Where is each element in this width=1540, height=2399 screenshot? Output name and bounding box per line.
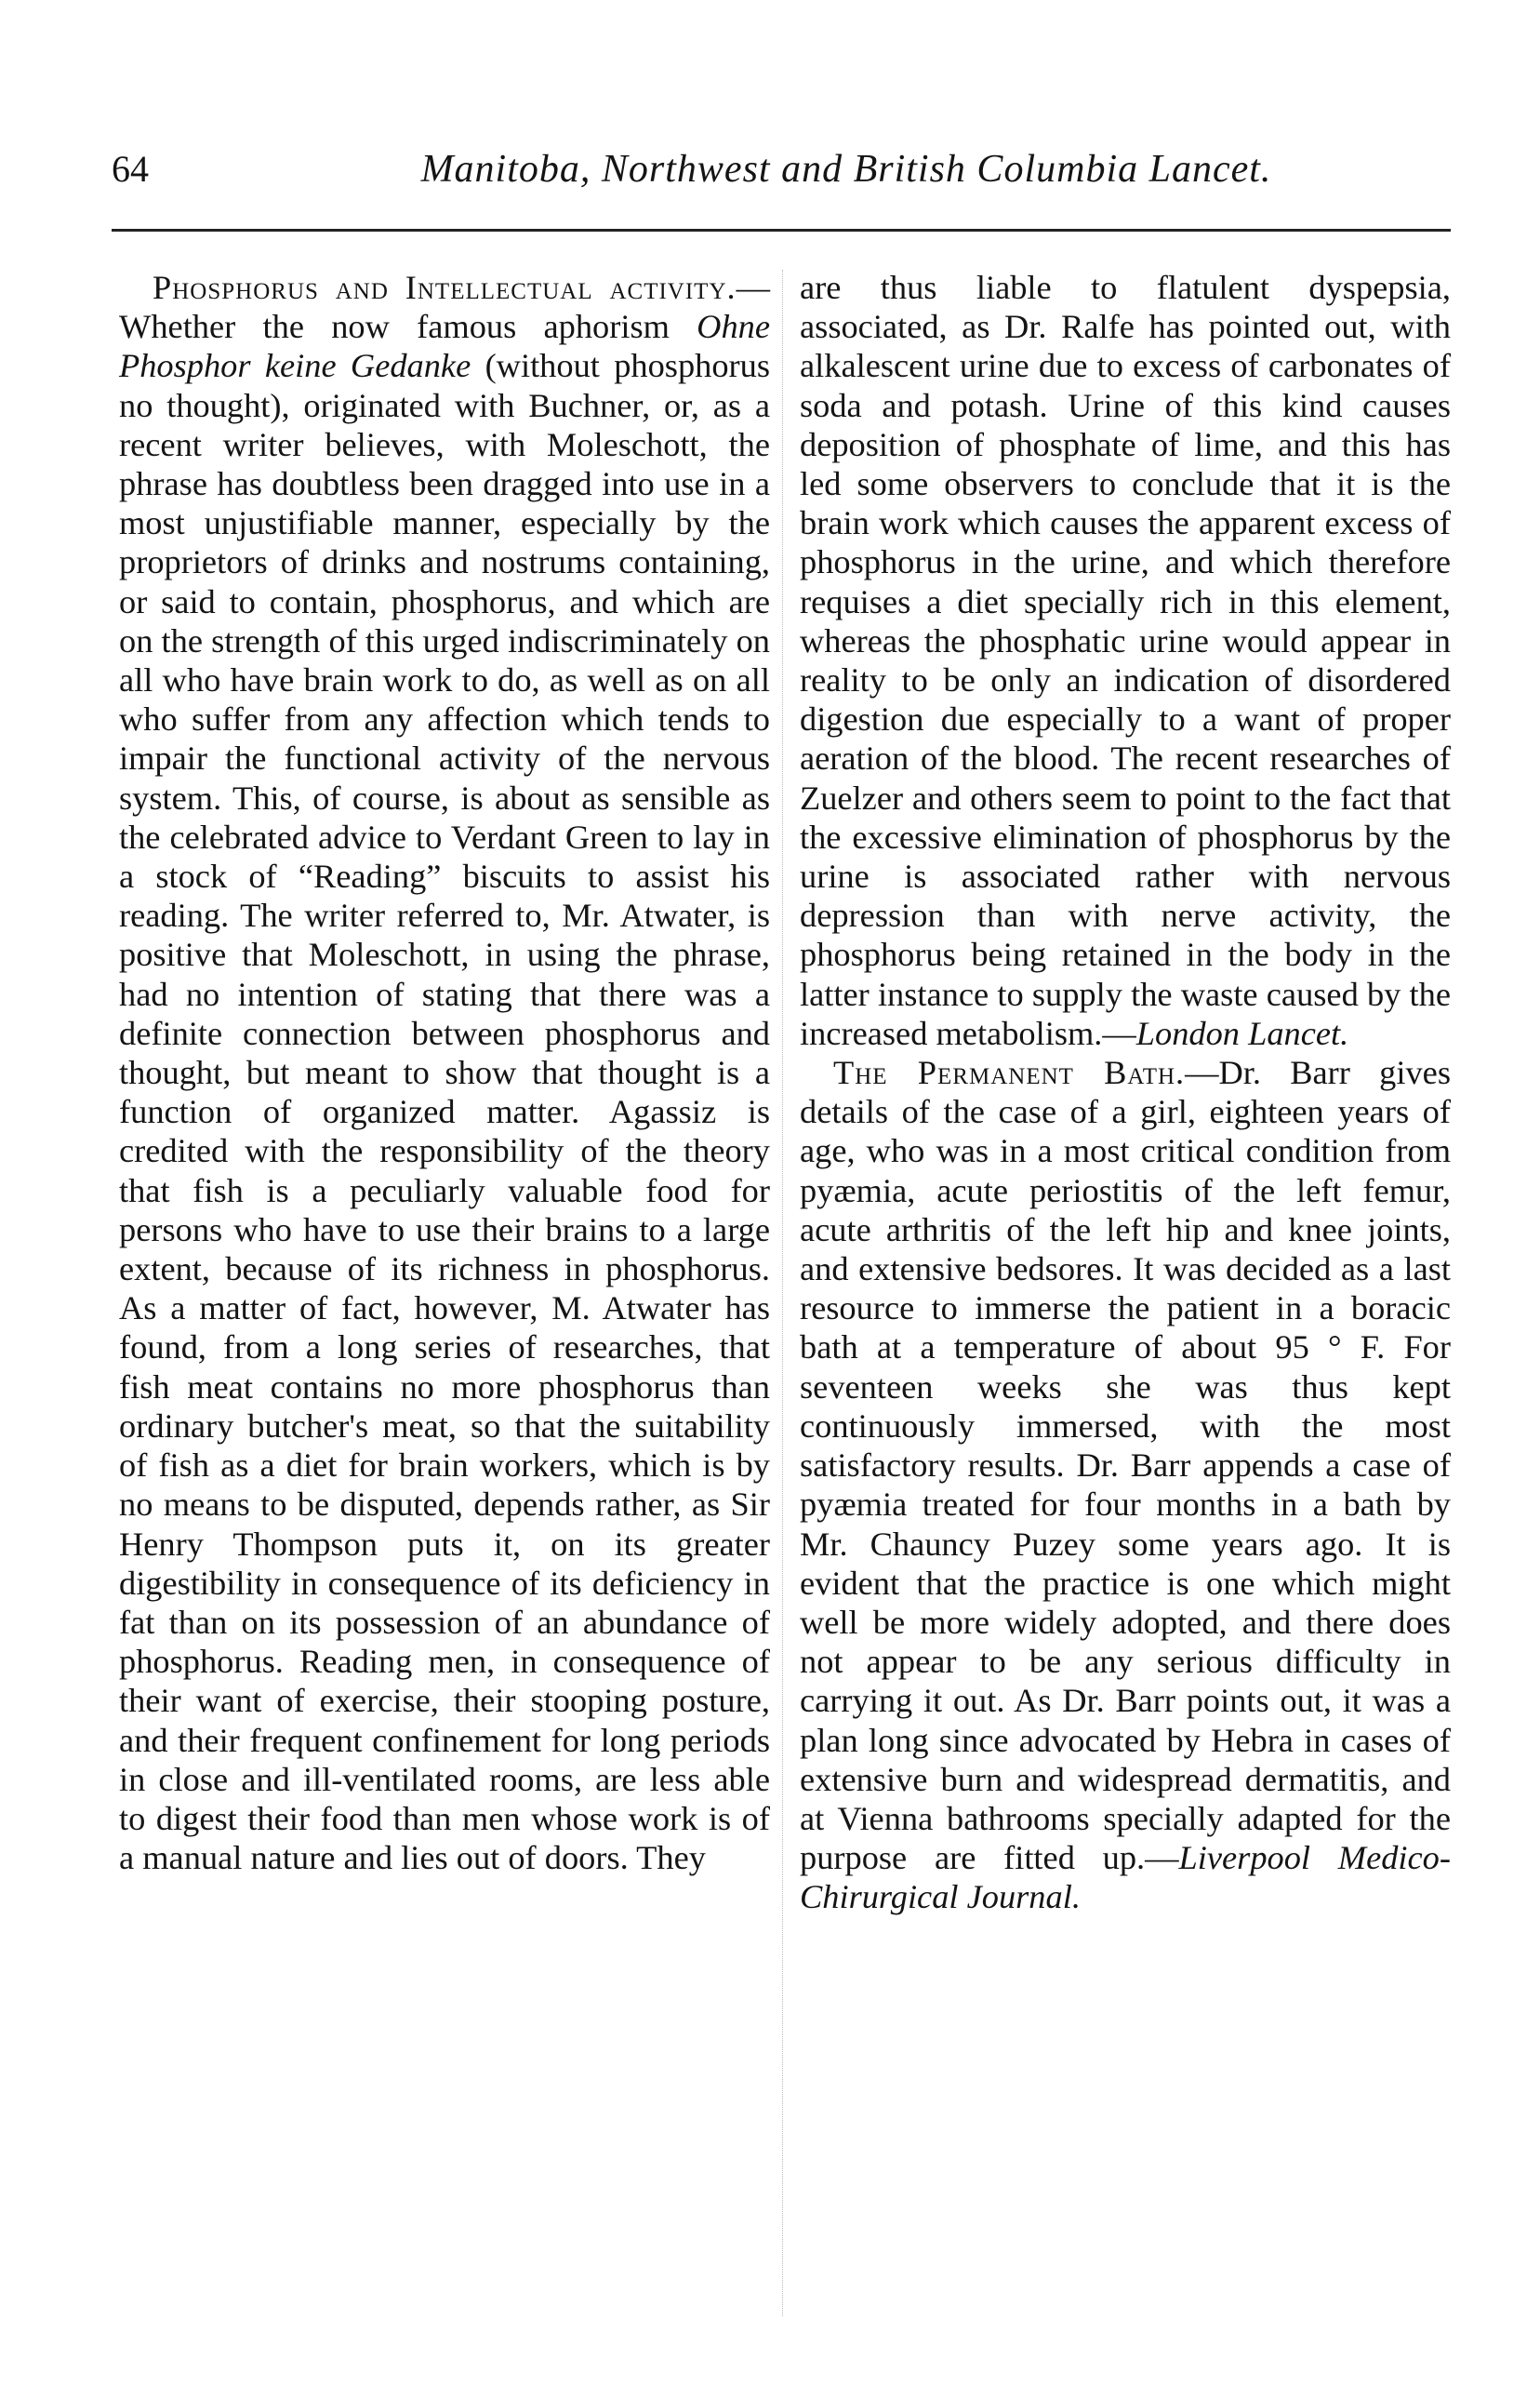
source-citation-liverpool: Liverpool Medico-Chirurgical Journal. <box>800 1839 1451 1916</box>
article-body-continued: are thus liable to flatulent dyspepsia, associated, as Dr. Ralfe has pointed out, with alkalescent urine due to excess of carbonates of soda and potash. Urine of this kind causes deposition of phosphate of lime, and this has led some observers to conclude that it is the brain work which causes the apparent excess of phosphorus in the urine, and which therefore requises a diet specially rich in this element, whereas the phosphatic urine would appear in reality to be only an indication of disordered digestion due especially to a want of proper aeration of the blood. The recent researches of Zuelzer and others seem to point to the fact that the excessive elimination of phosphorus by the urine is associated rather with nervous depression than with nerve activity, the phosphorus being retained in the body in the latter instance to supply the waste caused by the increased metabolism.— <box>800 269 1451 1052</box>
source-citation-lancet: London Lancet. <box>1135 1014 1349 1052</box>
page-number: 64 <box>112 148 149 190</box>
running-title: Manitoba, Northwest and British Columbia Lancet. <box>420 148 1272 191</box>
article-heading-phosphorus: Phosphorus and Intellectual activity. <box>153 269 737 306</box>
column-divider <box>782 270 783 2316</box>
heading-dash: — <box>736 269 770 306</box>
article-body-part-b: (without phosphorus no thought), originated with Buchner, or, as a recent writer believes, with Moleschott, the phrase has doubtless been dragged into use in a most unjustifiable manner, especially by the proprietors of drinks and nostrums containing, or said to contain, phosphorus, and which are on the strength of this urged indiscriminately on all who have brain work to do, as well as on all who suffer from any affection which tends to impair the functional activity of the nervous system. This, of course, is about as sensible as the celebrated advice to Verdant Green to lay in a stock of “Reading” biscuits to assist his reading. The writer referred to, Mr. Atwater, is positive that Moleschott, in using the phrase, had no intention of stating that there was a definite connection between phosphorus and thought, but meant to show that thought is a function of organized matter. Agassiz is credited with the responsibility of the theory that fish is a peculiarly valuable food for persons who have to use their brains to a large extent, because of its richness in phosphorus. As a matter of fact, however, M. Atwater has found, from a long series of researches, that fish meat contains no more phosphorus than ordinary butcher's meat, so that the suitability of fish as a diet for brain workers, which is by no means to be disputed, depends rather, as Sir Henry Thompson puts it, on its greater digestibility in consequence of its deficiency in fat than on its possession of an abundance of phosphorus. Reading men, in consequence of their want of exercise, their stooping posture, and their frequent confinement for long periods in close and ill-ventilated rooms, are less able to digest their food than men whose work is of a manual nature and lies out of doors. They <box>119 347 771 1877</box>
article-body-bath: Dr. Barr gives details of the case of a girl, eighteen years of age, who was in a most critical condition from pyæmia, acute periostitis of the left femur, acute arthritis of the left hip and knee joints, and extensive bedsores. It was decided as a last resource to immerse the patient in a boracic bath at a temperature of about 95 ° F. For seventeen weeks she was thus kept continuously immersed, with the most satisfactory results. Dr. Barr appends a case of pyæmia treated for four months in a bath by Mr. Chauncy Puzey some years ago. It is evident that the practice is one which might well be more widely adopted, and there does not appear to be any serious difficulty in carrying it out. As Dr. Barr points out, it was a plan long since advocated by Hebra in cases of extensive burn and widespread dermatitis, and at Vienna bathrooms specially adapted for the purpose are fitted up.— <box>800 1054 1451 1877</box>
heading-dash: — <box>1185 1054 1219 1092</box>
article-phosphorus-paragraph <box>119 268 770 1877</box>
article-permanent-bath-paragraph <box>800 1053 1451 1916</box>
page-header <box>112 147 1451 212</box>
left-column <box>119 268 770 1877</box>
article-heading-permanent-bath: The Permanent Bath. <box>833 1054 1186 1092</box>
right-column <box>800 268 1451 1917</box>
article-body-part-a: Whether the now famous aphorism <box>119 308 697 346</box>
german-aphorism: Ohne Phosphor keine Gedanke <box>119 308 770 385</box>
header-rule <box>112 229 1451 232</box>
article-phosphorus-continued <box>800 268 1451 1053</box>
